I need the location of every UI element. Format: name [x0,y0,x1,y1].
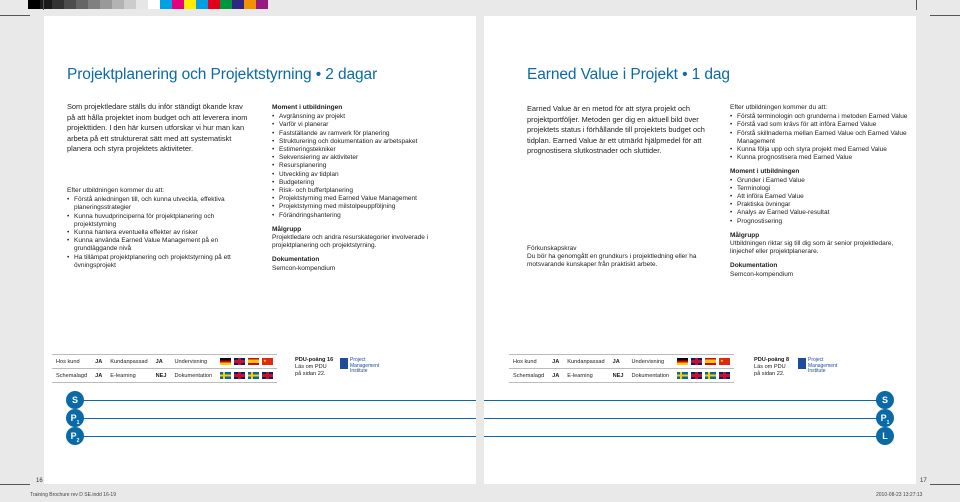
list-item: • Strukturering och dokumentation av arbetspaket [272,138,462,146]
print-color-bar [28,0,268,9]
color-swatch [112,0,124,9]
goals-column [730,104,910,279]
doc-languages [216,369,277,383]
color-swatch [184,0,196,9]
se-flag-icon [248,372,259,379]
color-swatch [76,0,88,9]
intro-text: Som projektledare ställs du inför ständigt ökande krav på att hålla projektet inom budget och att leverera inom projekttiden. I den här kursen utforskar vi hur man kan arbeta på ett strukturerat sätt med att systematiskt planera och styra projektets aktiviteter. [67,102,248,154]
color-swatch [196,0,208,9]
course-info-box [509,354,734,383]
gb-flag-icon [691,372,702,379]
page-number: 16 [36,478,43,484]
list-item: • Estimeringstekniker [272,146,462,154]
list-item: • Prognostisering [730,218,910,226]
color-swatch [124,0,136,9]
list-item: • Förstå anledningen till, och kunna utveckla, effektiva planeringsstrategier [67,196,252,212]
info-value: JA [91,355,106,369]
crop-mark [0,484,30,485]
list-item: • Förstå terminologin och grunderna i metoden Earned Value [730,113,910,121]
moments-heading: Moment i utbildningen [730,168,800,176]
de-flag-icon [220,358,231,365]
course-info-box [52,354,277,383]
page-number: 17 [920,478,927,484]
color-swatch [100,0,112,9]
crop-mark [0,15,30,16]
logo-text: Management [808,362,838,369]
color-swatch [244,0,256,9]
list-item: • Kunna använda Earned Value Management på en grundläggande nivå [67,237,252,253]
info-label: Schemalagd [509,369,548,383]
list-item: • Projektstyrning med Earned Value Management [272,195,462,203]
info-label: Hos kund [509,355,548,369]
list-item: • Förstå skillnaderna mellan Earned Value och Earned Value Management [730,130,910,146]
list-item: • Resursplanering [272,162,462,170]
list-item: • Utveckling av tidplan [272,171,462,179]
moments-column [272,104,462,273]
letter-p2: $P_2$ [66,427,84,445]
intro-column [67,102,252,270]
list-item: • Kunna huvudprinciperna för projektplanering och projektstyrning [67,213,252,229]
pmi-logo-icon [340,358,348,369]
pmi-logo [798,358,837,375]
pdu-link-text[interactable]: Läs om PDU [295,364,327,370]
gb-flag-icon [234,358,245,365]
info-label: Kundanpassad [106,355,151,369]
list-item: • Projektstyrning med milstolpeuppföljning [272,203,462,211]
target-heading: Målgrupp [272,225,302,233]
info-label: Dokumentation [170,369,216,383]
left-page [36,16,476,484]
info-value: NEJ [609,369,628,383]
color-swatch [256,0,268,9]
logo-text: Institute [350,368,368,374]
print-slug: 2010-08-23 13:27:13 [876,492,923,498]
crop-mark [930,484,960,485]
color-swatch [160,0,172,9]
goals-heading: Efter utbildningen kommer du att: [730,104,828,111]
lane-line [76,418,476,419]
list-item: • Förändringshantering [272,212,462,220]
color-swatch [136,0,148,9]
lane-line [76,400,476,401]
gb-flag-icon [719,372,730,379]
info-value: NEJ [152,369,171,383]
doc-text: Semcon-kompendium [730,270,794,278]
moments-list [272,113,462,220]
color-swatch [220,0,232,9]
intro-text: Earned Value är en metod för att styra projekt och projektportföljer. Metoden ger dig en aktuell bild över projektets status i förhållande till projektets budget och tidplan. Earned Value är ett utmärkt hjälpmedel för att prognostisera slutkostnader och sluttider. [527,104,705,156]
page-title: Earned Value i Projekt • 1 dag [527,66,730,83]
pdu-info [754,357,789,378]
color-swatch [64,0,76,9]
lane-line [76,436,476,437]
cn-flag-icon [719,358,730,365]
info-label: Hos kund [52,355,91,369]
letter-p1: $P_1$ [876,409,894,427]
de-flag-icon [677,358,688,365]
crop-mark [916,0,917,10]
info-label: Kundanpassad [563,355,608,369]
prereq-heading: Förkunskapskrav [527,244,577,252]
info-value: JA [548,355,563,369]
info-label: E-learning [563,369,608,383]
info-value: JA [152,355,171,369]
pdu-info [295,357,333,378]
list-item: • Praktiska övningar [730,201,910,209]
pdu-page-ref: på sidan 22. [295,371,326,377]
goals-list [67,196,252,270]
list-item: • Kunna följa upp och styra projekt med Earned Value [730,146,910,154]
info-value: JA [609,355,628,369]
goals-list [730,113,910,162]
list-item: • Grunder i Earned Value [730,177,910,185]
teaching-languages [673,355,734,369]
letter-s: S [66,391,84,409]
color-swatch [232,0,244,9]
doc-heading: Dokumentation [730,262,778,270]
list-item: • Sekvensiering av aktiviteter [272,154,462,162]
letter-p1: $P_1$ [66,409,84,427]
list-item: • Att införa Earned Value [730,193,910,201]
logo-text: Project [350,357,366,363]
pdu-points: PDU-poäng 8 [754,357,790,363]
doc-heading: Dokumentation [272,256,320,264]
cn-flag-icon [262,358,273,365]
info-label: E-learning [106,369,151,383]
goals-heading: Efter utbildningen kommer du att: [67,186,165,194]
logo-text: Project [808,357,824,363]
crop-mark [930,15,960,16]
logo-text: Management [350,362,380,369]
page-title: Projektplanering och Projektstyrning • 2 dagar [67,66,378,83]
right-page [484,16,927,484]
color-swatch [208,0,220,9]
logo-text: Institute [808,368,826,374]
pmi-logo-icon [798,358,806,369]
pdu-points: PDU-poäng 16 [295,357,334,363]
info-label: Undervisning [627,355,673,369]
color-swatch [28,0,40,9]
teaching-languages [216,355,277,369]
color-swatch [52,0,64,9]
se-flag-icon [705,372,716,379]
pdu-link-text[interactable]: Läs om PDU [754,364,786,370]
pmi-logo [340,358,379,375]
pdu-page-ref: på sidan 22. [754,371,785,377]
list-item: • Kunna hantera eventuella effekter av risker [67,229,252,237]
target-text: Projektledare och andra resurskategorier involverade i projektplanering och projektstyrning. [272,234,429,250]
lane-line [484,418,884,419]
list-item: • Kunna prognostisera med Earned Value [730,154,910,162]
list-item: • Varför vi planerar [272,121,462,129]
color-swatch [148,0,160,9]
es-flag-icon [705,358,716,365]
info-label: Undervisning [170,355,216,369]
gb-flag-icon [234,372,245,379]
doc-text: Semcon-kompendium [272,264,336,272]
target-text: Utbildningen riktar sig till dig som är senior projektledare, linjechef eller projektplanerare. [730,240,894,256]
lane-line [484,400,884,401]
moments-heading: Moment i utbildningen [272,104,343,111]
lane-line [484,436,884,437]
color-swatch [172,0,184,9]
info-label: Schemalagd [52,369,91,383]
intro-column [527,104,707,270]
doc-languages [673,369,734,383]
info-value: JA [91,369,106,383]
letter-s: S [876,391,894,409]
list-item: • Risk- och buffertplanering [272,187,462,195]
print-slug: Training Brochure rev D SE.indd 16-19 [30,492,116,498]
prereq-text: Du bör ha genomgått en grundkurs i projektledning eller ha motsvarande kunskaper från praktiskt arbete. [527,253,697,269]
color-swatch [88,0,100,9]
se-flag-icon [220,372,231,379]
list-item: • Terminologi [730,185,910,193]
es-flag-icon [248,358,259,365]
list-item: • Ha tillämpat projektplanering och projektstyrning på ett övningsprojekt [67,254,252,270]
moments-list [730,177,910,226]
list-item: • Förstå vad som krävs för att införa Earned Value [730,121,910,129]
crop-mark [43,0,44,10]
gb-flag-icon [691,358,702,365]
color-swatch [40,0,52,9]
list-item: • Avgränsning av projekt [272,113,462,121]
target-heading: Målgrupp [730,231,760,239]
se-flag-icon [677,372,688,379]
list-item: • Budgetering [272,179,462,187]
gb-flag-icon [262,372,273,379]
list-item: • Analys av Earned Value-resultat [730,209,910,217]
list-item: • Fastställande av ramverk för planering [272,130,462,138]
info-label: Dokumentation [627,369,673,383]
letter-l: L [876,427,894,445]
info-value: JA [548,369,563,383]
